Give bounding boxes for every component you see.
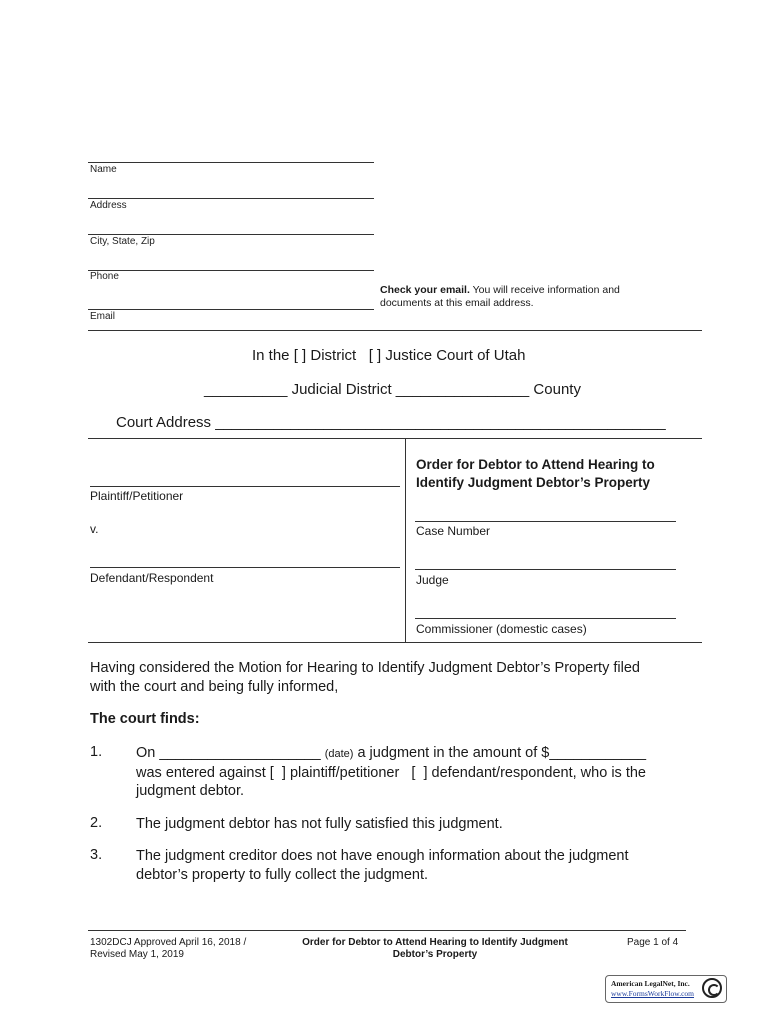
city-line[interactable] [88,234,374,235]
intro-paragraph [90,659,690,697]
footer-title-line1: Order for Debtor to Attend Hearing to Identify Judgment [302,937,568,948]
logo-url[interactable]: www.FormsWorkFlow.com [611,989,695,998]
court-type-line: In the [ ] District [ ] Justice Court of Utah [252,347,526,364]
defendant-line[interactable] [90,567,400,568]
plaintiff-line[interactable] [90,486,400,487]
footer-title [290,937,580,961]
caption-bottom-rule [88,642,702,643]
intro-line1: Having considered the Motion for Hearing to Identify Judgment Debtor’s Property filed [90,660,640,676]
finding-1-post: a judgment in the amount of $____________ [353,745,647,761]
footer-form-id [90,937,246,961]
finding-2-number: 2. [90,815,103,831]
case-number-label: Case Number [416,524,491,538]
phone-line[interactable] [88,270,374,271]
intro-line2: with the court and being fully informed, [90,679,339,695]
address-label: Address [90,200,127,211]
footer-form-id-line1: 1302DCJ Approved April 16, 2018 / [90,937,247,948]
finding-1-text [136,744,696,801]
document-title-line2: Identify Judgment Debtor’s Property [416,475,651,490]
finding-3-text [136,847,696,884]
legalnet-logo[interactable] [605,975,727,1003]
commissioner-line[interactable] [415,618,676,619]
defendant-label: Defendant/Respondent [90,571,214,585]
name-label: Name [90,164,117,175]
finding-1-pre: On ____________________ [136,745,325,761]
finding-3-number: 3. [90,847,103,863]
caption-divider [405,438,406,642]
finding-3-line2: debtor’s property to fully collect the judgment. [136,866,429,883]
email-label: Email [90,311,116,322]
document-title-line1: Order for Debtor to Attend Hearing to [416,457,655,472]
email-note-line2: documents at this email address. [380,297,534,309]
logo-text [611,979,694,999]
finding-1-line3: judgment debtor. [136,783,245,799]
footer-form-id-line2: Revised May 1, 2019 [90,949,184,960]
finding-2-text: The judgment debtor has not fully satisfied this judgment. [136,816,503,832]
email-line[interactable] [88,309,374,310]
city-label: City, State, Zip [90,236,155,247]
finding-1-line2: was entered against [ ] plaintiff/petitioner [ ] defendant/respondent, who is the [136,764,646,781]
footer-title-line2: Debtor’s Property [392,949,478,960]
case-number-line[interactable] [415,521,676,522]
phone-label: Phone [90,271,119,282]
versus-label: v. [90,522,99,536]
plaintiff-label: Plaintiff/Petitioner [90,489,184,503]
judge-label: Judge [416,573,449,587]
findings-heading: The court finds: [90,711,200,727]
caption-top-rule [88,438,702,439]
separator-top [88,330,702,331]
email-note-bold: Check your email. [380,284,470,296]
address-line[interactable] [88,198,374,199]
document-title [416,456,655,492]
finding-1-number: 1. [90,744,103,760]
name-line[interactable] [88,162,374,163]
judge-line[interactable] [415,569,676,570]
footer-rule [88,930,686,931]
finding-3-line1: The judgment creditor does not have enough information about the judgment [136,848,629,864]
logo-company: American LegalNet, Inc. [611,979,690,988]
email-note-rest: You will receive information and [469,284,620,296]
judicial-district-line: __________ Judicial District ________________ County [204,381,581,398]
commissioner-label: Commissioner (domestic cases) [416,622,587,636]
court-address-line: Court Address ______________________________________________________ [116,414,666,431]
email-note [380,284,620,310]
globe-icon [702,978,722,998]
page-number: Page 1 of 4 [627,937,679,948]
finding-1-date-hint: (date) [324,748,354,760]
